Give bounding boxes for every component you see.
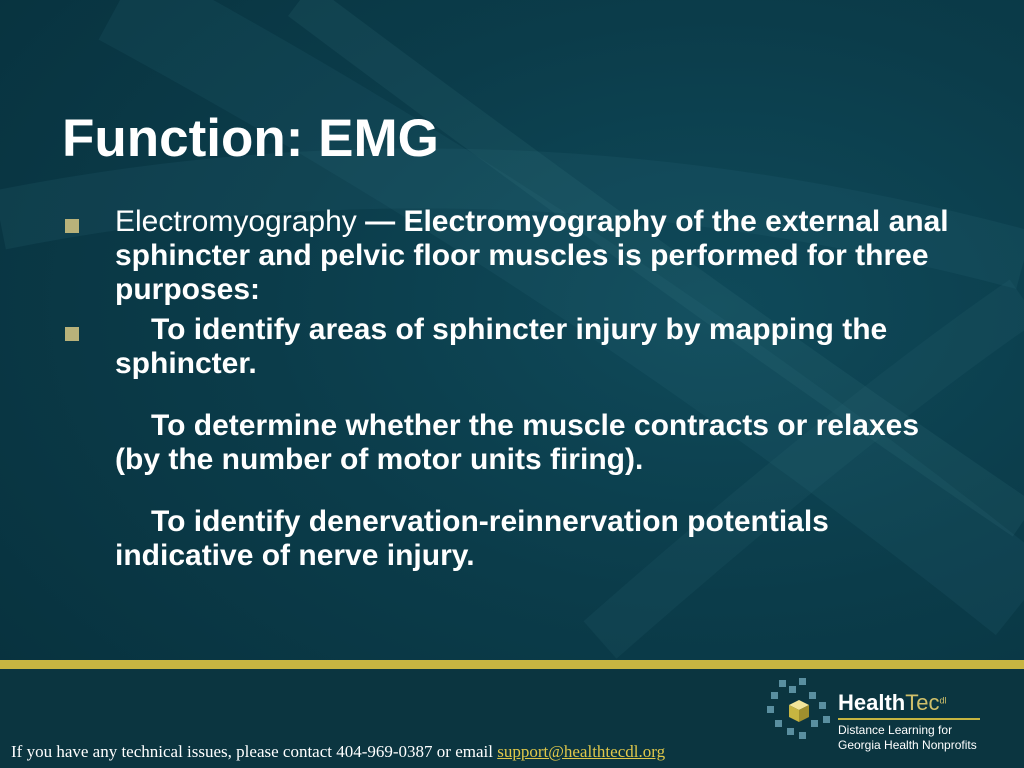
logo-tagline-2: Georgia Health Nonprofits: [838, 738, 977, 752]
logo-divider: [838, 718, 980, 720]
healthtec-cubes-icon: [765, 676, 835, 742]
logo-tagline-1: Distance Learning for: [838, 723, 953, 737]
logo-dl: dl: [939, 695, 947, 706]
bullet-text: To identify areas of sphincter injury by mapping the sphincter.: [115, 313, 888, 380]
square-bullet-icon: [65, 327, 79, 341]
footer-support-text: [11, 742, 665, 762]
sub-paragraph: [62, 409, 962, 477]
logo-health: Health: [838, 690, 906, 715]
support-email-link[interactable]: support@healthtecdl.org: [497, 742, 666, 761]
healthtec-logo: [838, 690, 980, 753]
square-bullet-icon: [65, 219, 79, 233]
sub-paragraph: [62, 505, 962, 573]
paragraph-text: To determine whether the muscle contracts or relaxes (by the number of motor units firing).: [115, 409, 920, 476]
bullet-lead: Electromyography: [115, 205, 357, 238]
paragraph-text: To identify denervation-reinnervation potentials indicative of nerve injury.: [115, 505, 829, 572]
bullet-item: [62, 205, 962, 307]
slide-content: [62, 205, 962, 573]
logo-tec: Tec: [905, 690, 940, 715]
footer-message: If you have any technical issues, please contact 404-969-0387 or email: [11, 742, 498, 761]
bullet-item: [62, 313, 962, 381]
bullet-text: — Electromyography of the external anal sphincter and pelvic floor muscles is performed for three purposes:: [115, 205, 949, 306]
gold-divider: [0, 660, 1024, 669]
slide-title: Function: EMG: [62, 109, 439, 168]
